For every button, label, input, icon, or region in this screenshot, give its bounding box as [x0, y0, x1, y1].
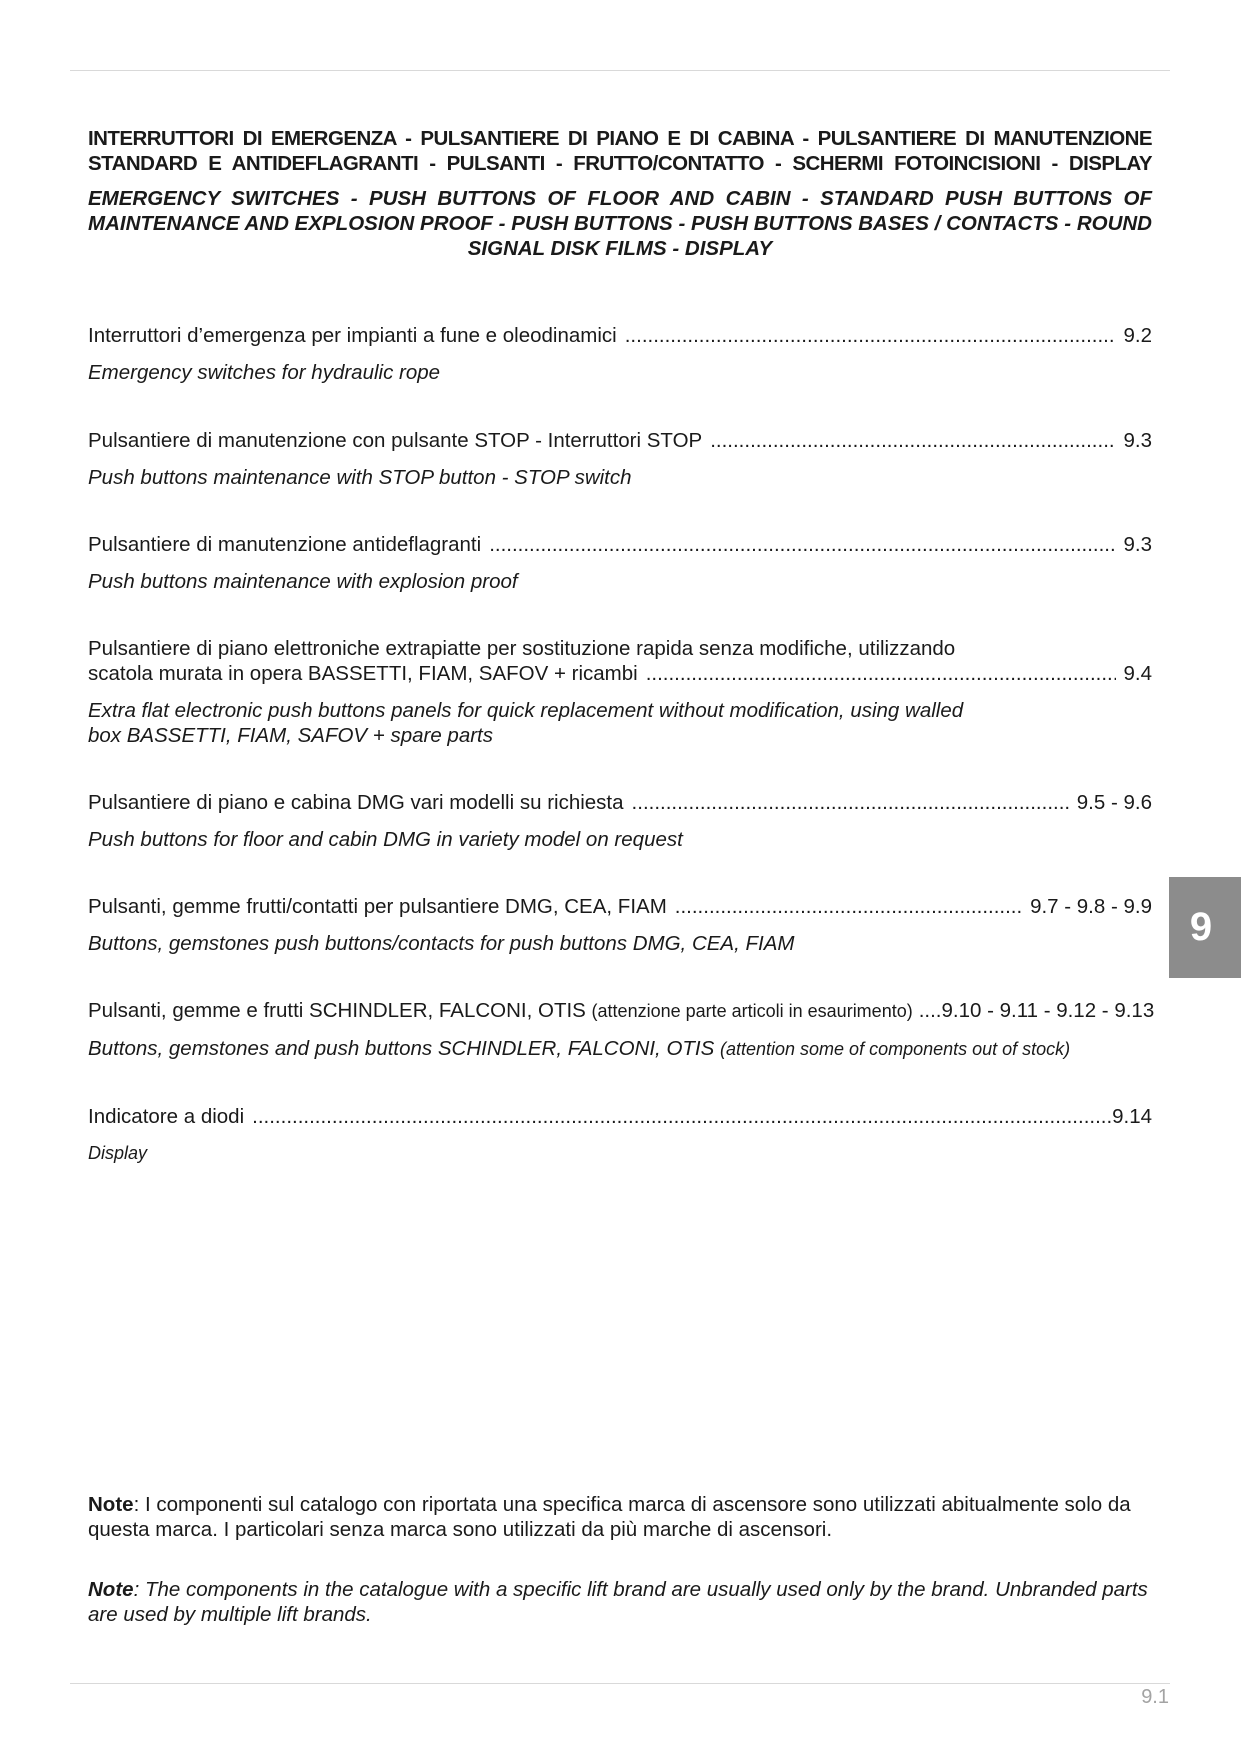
toc-entry-page: 9.3 [1123, 533, 1152, 556]
toc-entry[interactable] [88, 1104, 1152, 1166]
toc-entry-english: Push buttons for floor and cabin DMG in variety model on request [88, 828, 683, 851]
toc-entry-italian: Pulsanti, gemme frutti/contatti per pulsantiere DMG, CEA, FIAM [88, 895, 667, 918]
toc-entry-page: 9.2 [1123, 324, 1152, 347]
out-of-stock-note: (attenzione parte articoli in esaurimento) [591, 1001, 913, 1021]
out-of-stock-note-english: (attention some of components out of stock) [719, 1039, 1071, 1059]
toc-entry[interactable] [88, 636, 1152, 748]
toc-entry-italian: Indicatore a diodi [88, 1105, 245, 1128]
header-english: EMERGENCY SWITCHES - PUSH BUTTONS OF FLOOR AND CABIN - STANDARD PUSH BUTTONS OF MAINTENANCE AND EXPLOSION PROOF - PUSH BUTTONS - PUSH BUTTONS BASES / CONTACTS - ROUND SIGNAL DISK FILMS - DISPLAY [88, 187, 1152, 260]
note-label: Note [88, 1493, 134, 1516]
toc-entry-italian [88, 998, 913, 1024]
toc-entry-english: box BASSETTI, FIAM, SAFOV + spare parts [88, 724, 494, 747]
toc-entry[interactable] [88, 998, 1155, 1062]
toc-entry-english: Push buttons maintenance with STOP button - STOP switch [88, 466, 632, 489]
toc-entry[interactable] [88, 323, 1152, 385]
toc-entry-english: Buttons, gemstones push buttons/contacts for push buttons DMG, CEA, FIAM [88, 932, 795, 955]
section-header [88, 126, 1152, 261]
toc-entry-italian: Interruttori d’emergenza per impianti a fune e oleodinamici [88, 324, 617, 347]
toc-entry-english: Push buttons maintenance with explosion proof [88, 570, 518, 593]
toc-entry-english-line1: Extra flat electronic push buttons panels for quick replacement without modification, using walled [88, 699, 964, 722]
toc-entry-italian: Pulsantiere di manutenzione con pulsante STOP - Interruttori STOP [88, 429, 703, 452]
toc-entry-english-text: Buttons, gemstones and push buttons SCHINDLER, FALCONI, OTIS [88, 1037, 715, 1060]
toc-entry-italian: Pulsantiere di manutenzione antideflagranti [88, 533, 482, 556]
toc-entry-page: 9.14 [1112, 1105, 1152, 1128]
note-text: : The components in the catalogue with a specific lift brand are usually used only by the brand. Unbranded parts are used by multiple lift brands. [88, 1578, 1148, 1626]
note-italian [88, 1492, 1152, 1542]
note-label: Note [88, 1578, 134, 1601]
toc-entry-italian: scatola murata in opera BASSETTI, FIAM, SAFOV + ricambi [88, 662, 638, 685]
toc-entry[interactable] [88, 790, 1152, 852]
dot-leader [489, 532, 1115, 557]
toc-entry-page: 9.5 - 9.6 [1076, 791, 1152, 814]
header-italian-line1: INTERRUTTORI DI EMERGENZA - PULSANTIERE DI PIANO E DI CABINA - PULSANTIERE DI MANUTENZIONE [88, 127, 1152, 150]
toc-entry[interactable] [88, 532, 1152, 594]
note-english [88, 1577, 1152, 1627]
toc-entry-page: 9.4 [1123, 662, 1152, 685]
dot-leader [646, 661, 1116, 686]
chapter-tab[interactable]: 9 [1169, 877, 1241, 978]
toc-entry-italian: Pulsantiere di piano e cabina DMG vari modelli su richiesta [88, 791, 624, 814]
bottom-divider [70, 1683, 1170, 1684]
table-of-contents [88, 323, 1155, 1166]
toc-entry-page: 9.3 [1123, 429, 1152, 452]
dot-leader [675, 894, 1022, 919]
page-number: 9.1 [1141, 1686, 1169, 1708]
toc-entry[interactable] [88, 894, 1152, 956]
toc-entry[interactable] [88, 428, 1152, 490]
toc-entry-english [88, 1036, 1152, 1062]
notes [88, 1492, 1152, 1627]
dot-leader [625, 323, 1116, 348]
header-italian-line2: STANDARD E ANTIDEFLAGRANTI - PULSANTI - FRUTTO/CONTATTO - SCHERMI FOTOINCISIONI - DISPLAY [88, 152, 1152, 175]
toc-entry-page: ....9.10 - 9.11 - 9.12 - 9.13 [918, 999, 1155, 1022]
toc-entry-english: Display [88, 1143, 148, 1163]
dot-leader [252, 1104, 1112, 1129]
top-divider [70, 70, 1170, 71]
note-text: : I componenti sul catalogo con riportata una specifica marca di ascensore sono utilizzati abitualmente solo da questa marca. I particolari senza marca sono utilizzati da più marche di ascensori. [88, 1493, 1131, 1541]
toc-entry-italian-line1: Pulsantiere di piano elettroniche extrapiatte per sostituzione rapida senza modifiche, utilizzando [88, 637, 956, 660]
dot-leader [632, 790, 1069, 815]
toc-entry-italian-text: Pulsanti, gemme e frutti SCHINDLER, FALCONI, OTIS [88, 999, 586, 1022]
toc-entry-english: Emergency switches for hydraulic rope [88, 361, 441, 384]
dot-leader [710, 428, 1115, 453]
toc-entry-page: 9.7 - 9.8 - 9.9 [1030, 895, 1152, 918]
